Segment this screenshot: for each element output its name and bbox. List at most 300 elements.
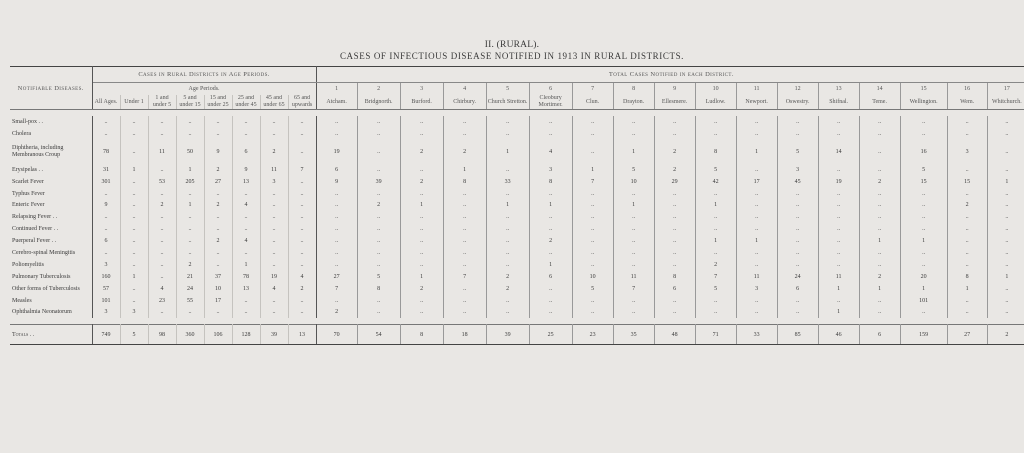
table-cell: 16 bbox=[900, 140, 947, 164]
table-cell: .. bbox=[232, 188, 260, 200]
table-cell: 1 bbox=[900, 283, 947, 295]
table-cell: 2 bbox=[260, 140, 288, 164]
table-cell: 2 bbox=[204, 235, 232, 247]
table-cell: .. bbox=[947, 235, 987, 247]
table-cell: .. bbox=[818, 199, 859, 211]
table-cell: .. bbox=[572, 295, 613, 307]
table-cell: 46 bbox=[818, 325, 859, 345]
table-cell: .. bbox=[148, 223, 176, 235]
table-cell: 159 bbox=[900, 325, 947, 345]
table-cell: .. bbox=[1005, 148, 1009, 155]
disease-name: Totals . . bbox=[10, 325, 92, 345]
table-cell: .. bbox=[572, 116, 613, 128]
table-cell: .. bbox=[120, 211, 148, 223]
table-cell: 1 bbox=[736, 140, 777, 164]
table-cell: .. bbox=[232, 223, 260, 235]
table-cell: 3 bbox=[777, 164, 818, 176]
table-cell: .. bbox=[92, 223, 120, 235]
disease-column-header: Notifiable Diseases. bbox=[10, 67, 92, 110]
table-cell: .. bbox=[1005, 130, 1009, 137]
age-column-header: 65 and upwards bbox=[288, 95, 316, 110]
table-cell: .. bbox=[736, 211, 777, 223]
table-cell: 78 bbox=[232, 271, 260, 283]
table-row bbox=[10, 176, 1024, 188]
table-cell: 5 bbox=[777, 140, 818, 164]
table-cell: .. bbox=[288, 176, 316, 188]
table-cell: .. bbox=[654, 295, 695, 307]
table-cell: .. bbox=[859, 211, 900, 223]
table-cell: 11 bbox=[736, 271, 777, 283]
table-cell: 29 bbox=[654, 176, 695, 188]
table-cell: .. bbox=[357, 164, 400, 176]
table-cell: .. bbox=[400, 116, 443, 128]
table-cell: .. bbox=[736, 128, 777, 140]
table-cell: 1 bbox=[529, 199, 572, 211]
table-cell: .. bbox=[654, 116, 695, 128]
table-cell: 7 bbox=[695, 271, 736, 283]
table-cell: .. bbox=[613, 295, 654, 307]
table-cell: .. bbox=[120, 116, 148, 128]
table-cell: 1 bbox=[572, 164, 613, 176]
table-cell: .. bbox=[486, 295, 529, 307]
table-cell: 39 bbox=[486, 325, 529, 345]
table-row bbox=[10, 247, 1024, 259]
table-cell: 6 bbox=[92, 235, 120, 247]
table-cell: .. bbox=[260, 211, 288, 223]
table-body bbox=[10, 110, 1024, 345]
table-cell: .. bbox=[400, 211, 443, 223]
table-cell: 37 bbox=[204, 271, 232, 283]
table-cell: .. bbox=[120, 235, 148, 247]
table-cell: 13 bbox=[232, 283, 260, 295]
table-cell: 2 bbox=[443, 140, 486, 164]
table-cell: .. bbox=[288, 295, 316, 307]
table-cell: 70 bbox=[316, 325, 357, 345]
table-cell: .. bbox=[486, 235, 529, 247]
district-name-header: Clun. bbox=[572, 95, 613, 110]
table-cell: 31 bbox=[92, 164, 120, 176]
table-cell: .. bbox=[777, 223, 818, 235]
table-cell: .. bbox=[443, 211, 486, 223]
table-cell: .. bbox=[120, 247, 148, 259]
table-row bbox=[10, 306, 1024, 318]
table-cell: .. bbox=[1005, 297, 1009, 304]
table-cell: .. bbox=[357, 128, 400, 140]
table-cell: .. bbox=[1005, 214, 1009, 221]
table-cell: .. bbox=[400, 295, 443, 307]
table-cell: 55 bbox=[176, 295, 204, 307]
table-cell: .. bbox=[120, 128, 148, 140]
table-cell: .. bbox=[654, 235, 695, 247]
table-cell: .. bbox=[736, 116, 777, 128]
disease-name: Cerebro-spinal Meningitis bbox=[10, 247, 92, 259]
district-name-header: Wem. bbox=[947, 95, 987, 110]
table-cell: .. bbox=[695, 306, 736, 318]
table-cell: .. bbox=[316, 128, 357, 140]
table-cell: .. bbox=[357, 211, 400, 223]
table-cell: .. bbox=[260, 116, 288, 128]
table-cell: 1 bbox=[176, 164, 204, 176]
table-row bbox=[10, 140, 1024, 164]
district-name-header: Bridgnorth. bbox=[357, 95, 400, 110]
table-cell: .. bbox=[204, 116, 232, 128]
table-cell: 17 bbox=[204, 295, 232, 307]
table-cell: .. bbox=[486, 259, 529, 271]
disease-name: Relapsing Fever . . bbox=[10, 211, 92, 223]
table-cell: 10 bbox=[204, 283, 232, 295]
table-cell: 6 bbox=[529, 271, 572, 283]
table-cell: .. bbox=[529, 116, 572, 128]
table-cell: 6 bbox=[316, 164, 357, 176]
table-cell: .. bbox=[232, 211, 260, 223]
disease-name: Poliomyelitis bbox=[10, 259, 92, 271]
table-cell: .. bbox=[859, 223, 900, 235]
table-cell: 1 bbox=[736, 235, 777, 247]
table-cell: 20 bbox=[900, 271, 947, 283]
table-cell: .. bbox=[316, 235, 357, 247]
table-cell: .. bbox=[818, 259, 859, 271]
district-name-header: Burford. bbox=[400, 95, 443, 110]
table-cell: .. bbox=[736, 259, 777, 271]
table-cell: 1 bbox=[486, 140, 529, 164]
table-cell: 2 bbox=[316, 306, 357, 318]
table-cell: .. bbox=[818, 247, 859, 259]
table-cell: 19 bbox=[316, 140, 357, 164]
table-cell: 6 bbox=[654, 283, 695, 295]
table-cell: .. bbox=[736, 295, 777, 307]
table-cell: .. bbox=[288, 211, 316, 223]
table-cell: 45 bbox=[777, 176, 818, 188]
table-cell: .. bbox=[400, 306, 443, 318]
table-cell: 2 bbox=[204, 199, 232, 211]
table-cell: .. bbox=[443, 188, 486, 200]
table-cell: .. bbox=[120, 140, 148, 164]
table-cell: .. bbox=[486, 247, 529, 259]
table-cell: .. bbox=[204, 211, 232, 223]
table-cell: .. bbox=[176, 247, 204, 259]
table-cell: .. bbox=[120, 259, 148, 271]
table-cell: 2 bbox=[947, 199, 987, 211]
table-row bbox=[10, 128, 1024, 140]
table-row bbox=[10, 188, 1024, 200]
table-cell: 1 bbox=[120, 164, 148, 176]
age-column-header: All Ages. bbox=[92, 95, 120, 110]
table-cell: 53 bbox=[148, 176, 176, 188]
table-cell: .. bbox=[695, 247, 736, 259]
table-cell: 27 bbox=[316, 271, 357, 283]
table-cell: .. bbox=[288, 116, 316, 128]
table-cell: .. bbox=[572, 188, 613, 200]
table-cell: .. bbox=[572, 140, 613, 164]
table-cell: .. bbox=[695, 211, 736, 223]
table-cell: .. bbox=[572, 235, 613, 247]
table-cell: .. bbox=[900, 223, 947, 235]
table-cell: 21 bbox=[176, 271, 204, 283]
table-cell: 2 bbox=[529, 235, 572, 247]
table-row bbox=[10, 164, 1024, 176]
table-cell: .. bbox=[529, 283, 572, 295]
table-cell: 4 bbox=[232, 235, 260, 247]
table-cell: 4 bbox=[148, 283, 176, 295]
table-cell: 3 bbox=[92, 306, 120, 318]
table-cell: .. bbox=[400, 128, 443, 140]
table-row bbox=[10, 199, 1024, 211]
table-cell: 1 bbox=[818, 306, 859, 318]
table-cell: .. bbox=[1005, 238, 1009, 245]
table-cell: .. bbox=[120, 223, 148, 235]
table-cell: .. bbox=[148, 247, 176, 259]
district-number: 11 bbox=[736, 83, 777, 96]
table-cell: 2 bbox=[859, 271, 900, 283]
table-cell: 5 bbox=[900, 164, 947, 176]
table-cell: .. bbox=[148, 235, 176, 247]
table-cell: 9 bbox=[204, 140, 232, 164]
table-cell: 8 bbox=[443, 176, 486, 188]
table-cell: 7 bbox=[316, 283, 357, 295]
table-cell: .. bbox=[572, 199, 613, 211]
table-header bbox=[10, 67, 1024, 110]
table-cell: 48 bbox=[654, 325, 695, 345]
district-name-header: Chirbury. bbox=[443, 95, 486, 110]
table-cell: .. bbox=[777, 116, 818, 128]
table-cell: .. bbox=[288, 235, 316, 247]
table-cell: .. bbox=[443, 128, 486, 140]
table-cell: .. bbox=[529, 211, 572, 223]
table-cell: .. bbox=[316, 247, 357, 259]
table-cell: .. bbox=[357, 295, 400, 307]
table-cell: .. bbox=[260, 128, 288, 140]
table-cell: 9 bbox=[316, 176, 357, 188]
table-cell: .. bbox=[1005, 249, 1009, 256]
table-cell: .. bbox=[1005, 118, 1009, 125]
table-cell: 5 bbox=[695, 283, 736, 295]
table-cell: .. bbox=[357, 140, 400, 164]
table-cell: .. bbox=[204, 188, 232, 200]
table-cell: .. bbox=[529, 295, 572, 307]
table-cell: 4 bbox=[232, 199, 260, 211]
table-cell: 101 bbox=[900, 295, 947, 307]
table-cell: 5 bbox=[695, 164, 736, 176]
table-cell: 25 bbox=[529, 325, 572, 345]
table-cell: 1 bbox=[1005, 273, 1009, 280]
table-cell: 7 bbox=[572, 176, 613, 188]
table-cell: 1 bbox=[613, 140, 654, 164]
table-cell: .. bbox=[654, 247, 695, 259]
table-cell: .. bbox=[357, 116, 400, 128]
table-cell: .. bbox=[176, 116, 204, 128]
table-cell: .. bbox=[777, 235, 818, 247]
table-cell: 3 bbox=[120, 306, 148, 318]
table-cell: .. bbox=[92, 247, 120, 259]
table-cell: 98 bbox=[148, 325, 176, 345]
table-cell: 33 bbox=[486, 176, 529, 188]
district-name-header: Shifnal. bbox=[818, 95, 859, 110]
district-number: 5 bbox=[486, 83, 529, 96]
table-cell: .. bbox=[260, 235, 288, 247]
district-number: 6 bbox=[529, 83, 572, 96]
table-cell: 2 bbox=[859, 176, 900, 188]
table-cell: 749 bbox=[92, 325, 120, 345]
table-cell: .. bbox=[859, 295, 900, 307]
table-cell: .. bbox=[777, 128, 818, 140]
disease-name: Erysipelas . . bbox=[10, 164, 92, 176]
table-cell: .. bbox=[613, 306, 654, 318]
table-cell: .. bbox=[316, 116, 357, 128]
district-name-header: Oswestry. bbox=[777, 95, 818, 110]
table-cell: .. bbox=[1005, 309, 1009, 316]
table-cell: .. bbox=[947, 259, 987, 271]
table-row bbox=[10, 283, 1024, 295]
disease-name: Pulmonary Tuberculosis bbox=[10, 271, 92, 283]
table-cell: .. bbox=[443, 247, 486, 259]
table-cell: .. bbox=[148, 211, 176, 223]
table-cell: .. bbox=[176, 188, 204, 200]
table-cell: 39 bbox=[357, 176, 400, 188]
table-cell: .. bbox=[654, 223, 695, 235]
table-cell: 1 bbox=[613, 199, 654, 211]
table-cell: .. bbox=[947, 128, 987, 140]
table-cell: .. bbox=[777, 306, 818, 318]
table-cell: 2 bbox=[654, 140, 695, 164]
age-periods-subheader: Age Periods. bbox=[92, 83, 316, 96]
table-cell: .. bbox=[443, 283, 486, 295]
table-cell: .. bbox=[260, 223, 288, 235]
table-cell: 24 bbox=[176, 283, 204, 295]
table-cell: .. bbox=[818, 116, 859, 128]
table-cell: .. bbox=[400, 259, 443, 271]
table-cell: .. bbox=[260, 199, 288, 211]
table-cell: 57 bbox=[92, 283, 120, 295]
table-cell: .. bbox=[288, 306, 316, 318]
age-column-header: Under 1 bbox=[120, 95, 148, 110]
table-cell: 15 bbox=[947, 176, 987, 188]
table-cell: .. bbox=[443, 223, 486, 235]
table-cell: 85 bbox=[777, 325, 818, 345]
table-cell: .. bbox=[1005, 226, 1009, 233]
district-totals-group-header: Total Cases Notified in each District. bbox=[316, 67, 1024, 83]
table-cell: 8 bbox=[357, 283, 400, 295]
table-cell: 6 bbox=[777, 283, 818, 295]
table-cell: .. bbox=[818, 164, 859, 176]
table-row bbox=[10, 271, 1024, 283]
header-row-numbers bbox=[10, 83, 1024, 96]
table-cell: .. bbox=[859, 128, 900, 140]
table-row bbox=[10, 116, 1024, 128]
age-column-header: 45 and under 65 bbox=[260, 95, 288, 110]
table-cell: .. bbox=[400, 164, 443, 176]
table-cell: 101 bbox=[92, 295, 120, 307]
table-cell: .. bbox=[777, 259, 818, 271]
table-cell: 1 bbox=[400, 271, 443, 283]
table-cell: .. bbox=[818, 235, 859, 247]
table-cell: 2 bbox=[987, 325, 1024, 345]
table-cell: .. bbox=[316, 295, 357, 307]
table-cell: .. bbox=[818, 188, 859, 200]
table-cell: .. bbox=[695, 116, 736, 128]
table-cell: .. bbox=[316, 211, 357, 223]
table-cell: .. bbox=[204, 247, 232, 259]
table-cell: 2 bbox=[176, 259, 204, 271]
table-cell: .. bbox=[777, 188, 818, 200]
table-cell: .. bbox=[232, 295, 260, 307]
disease-name: Enteric Fever bbox=[10, 199, 92, 211]
disease-name: Diphtheria, including Membranous Croup bbox=[10, 140, 92, 164]
table-cell: .. bbox=[613, 188, 654, 200]
table-cell: .. bbox=[260, 295, 288, 307]
table-cell: .. bbox=[486, 223, 529, 235]
table-row bbox=[10, 235, 1024, 247]
district-number: 15 bbox=[900, 83, 947, 96]
table-cell: 11 bbox=[260, 164, 288, 176]
table-cell: .. bbox=[777, 295, 818, 307]
table-cell: .. bbox=[947, 247, 987, 259]
table-cell: 1 bbox=[176, 199, 204, 211]
page-header bbox=[0, 0, 1024, 62]
table-cell: 27 bbox=[947, 325, 987, 345]
table-cell: .. bbox=[654, 211, 695, 223]
table-cell: 5 bbox=[120, 325, 148, 345]
table-cell: .. bbox=[613, 247, 654, 259]
table-cell: .. bbox=[572, 211, 613, 223]
table-cell: .. bbox=[900, 128, 947, 140]
table-cell: .. bbox=[900, 188, 947, 200]
table-cell: 50 bbox=[176, 140, 204, 164]
table-cell: 10 bbox=[572, 271, 613, 283]
table-cell: .. bbox=[947, 223, 987, 235]
table-cell: 13 bbox=[232, 176, 260, 188]
table-cell: .. bbox=[260, 188, 288, 200]
table-cell: 4 bbox=[529, 140, 572, 164]
table-cell: .. bbox=[443, 235, 486, 247]
table-cell: .. bbox=[1005, 202, 1009, 209]
district-number: 16 bbox=[947, 83, 987, 96]
table-cell: .. bbox=[148, 188, 176, 200]
table-cell: .. bbox=[859, 247, 900, 259]
table-cell: .. bbox=[176, 128, 204, 140]
table-cell: 2 bbox=[148, 199, 176, 211]
table-cell: .. bbox=[357, 306, 400, 318]
table-cell: 1 bbox=[400, 199, 443, 211]
table-cell: .. bbox=[92, 128, 120, 140]
table-cell: 2 bbox=[288, 283, 316, 295]
age-periods-group-header: Cases in Rural Districts in Age Periods. bbox=[92, 67, 316, 83]
table-cell: .. bbox=[232, 128, 260, 140]
table-cell: 8 bbox=[654, 271, 695, 283]
disease-name: Cholera bbox=[10, 128, 92, 140]
table-cell: .. bbox=[529, 188, 572, 200]
table-cell: .. bbox=[654, 188, 695, 200]
table-cell: .. bbox=[443, 306, 486, 318]
table-cell: .. bbox=[947, 211, 987, 223]
table-cell: .. bbox=[947, 306, 987, 318]
table-cell: 8 bbox=[529, 176, 572, 188]
table-cell: .. bbox=[148, 306, 176, 318]
table-cell: 301 bbox=[92, 176, 120, 188]
table-cell: .. bbox=[900, 211, 947, 223]
table-cell: .. bbox=[204, 306, 232, 318]
district-number: 9 bbox=[654, 83, 695, 96]
table-cell: 2 bbox=[486, 283, 529, 295]
table-cell: .. bbox=[654, 199, 695, 211]
table-cell: .. bbox=[695, 295, 736, 307]
table-cell: .. bbox=[148, 259, 176, 271]
table-cell: .. bbox=[486, 164, 529, 176]
table-cell: .. bbox=[572, 247, 613, 259]
table-cell: 2 bbox=[400, 283, 443, 295]
table-cell: 1 bbox=[120, 271, 148, 283]
table-cell: .. bbox=[613, 116, 654, 128]
table-cell: 35 bbox=[613, 325, 654, 345]
